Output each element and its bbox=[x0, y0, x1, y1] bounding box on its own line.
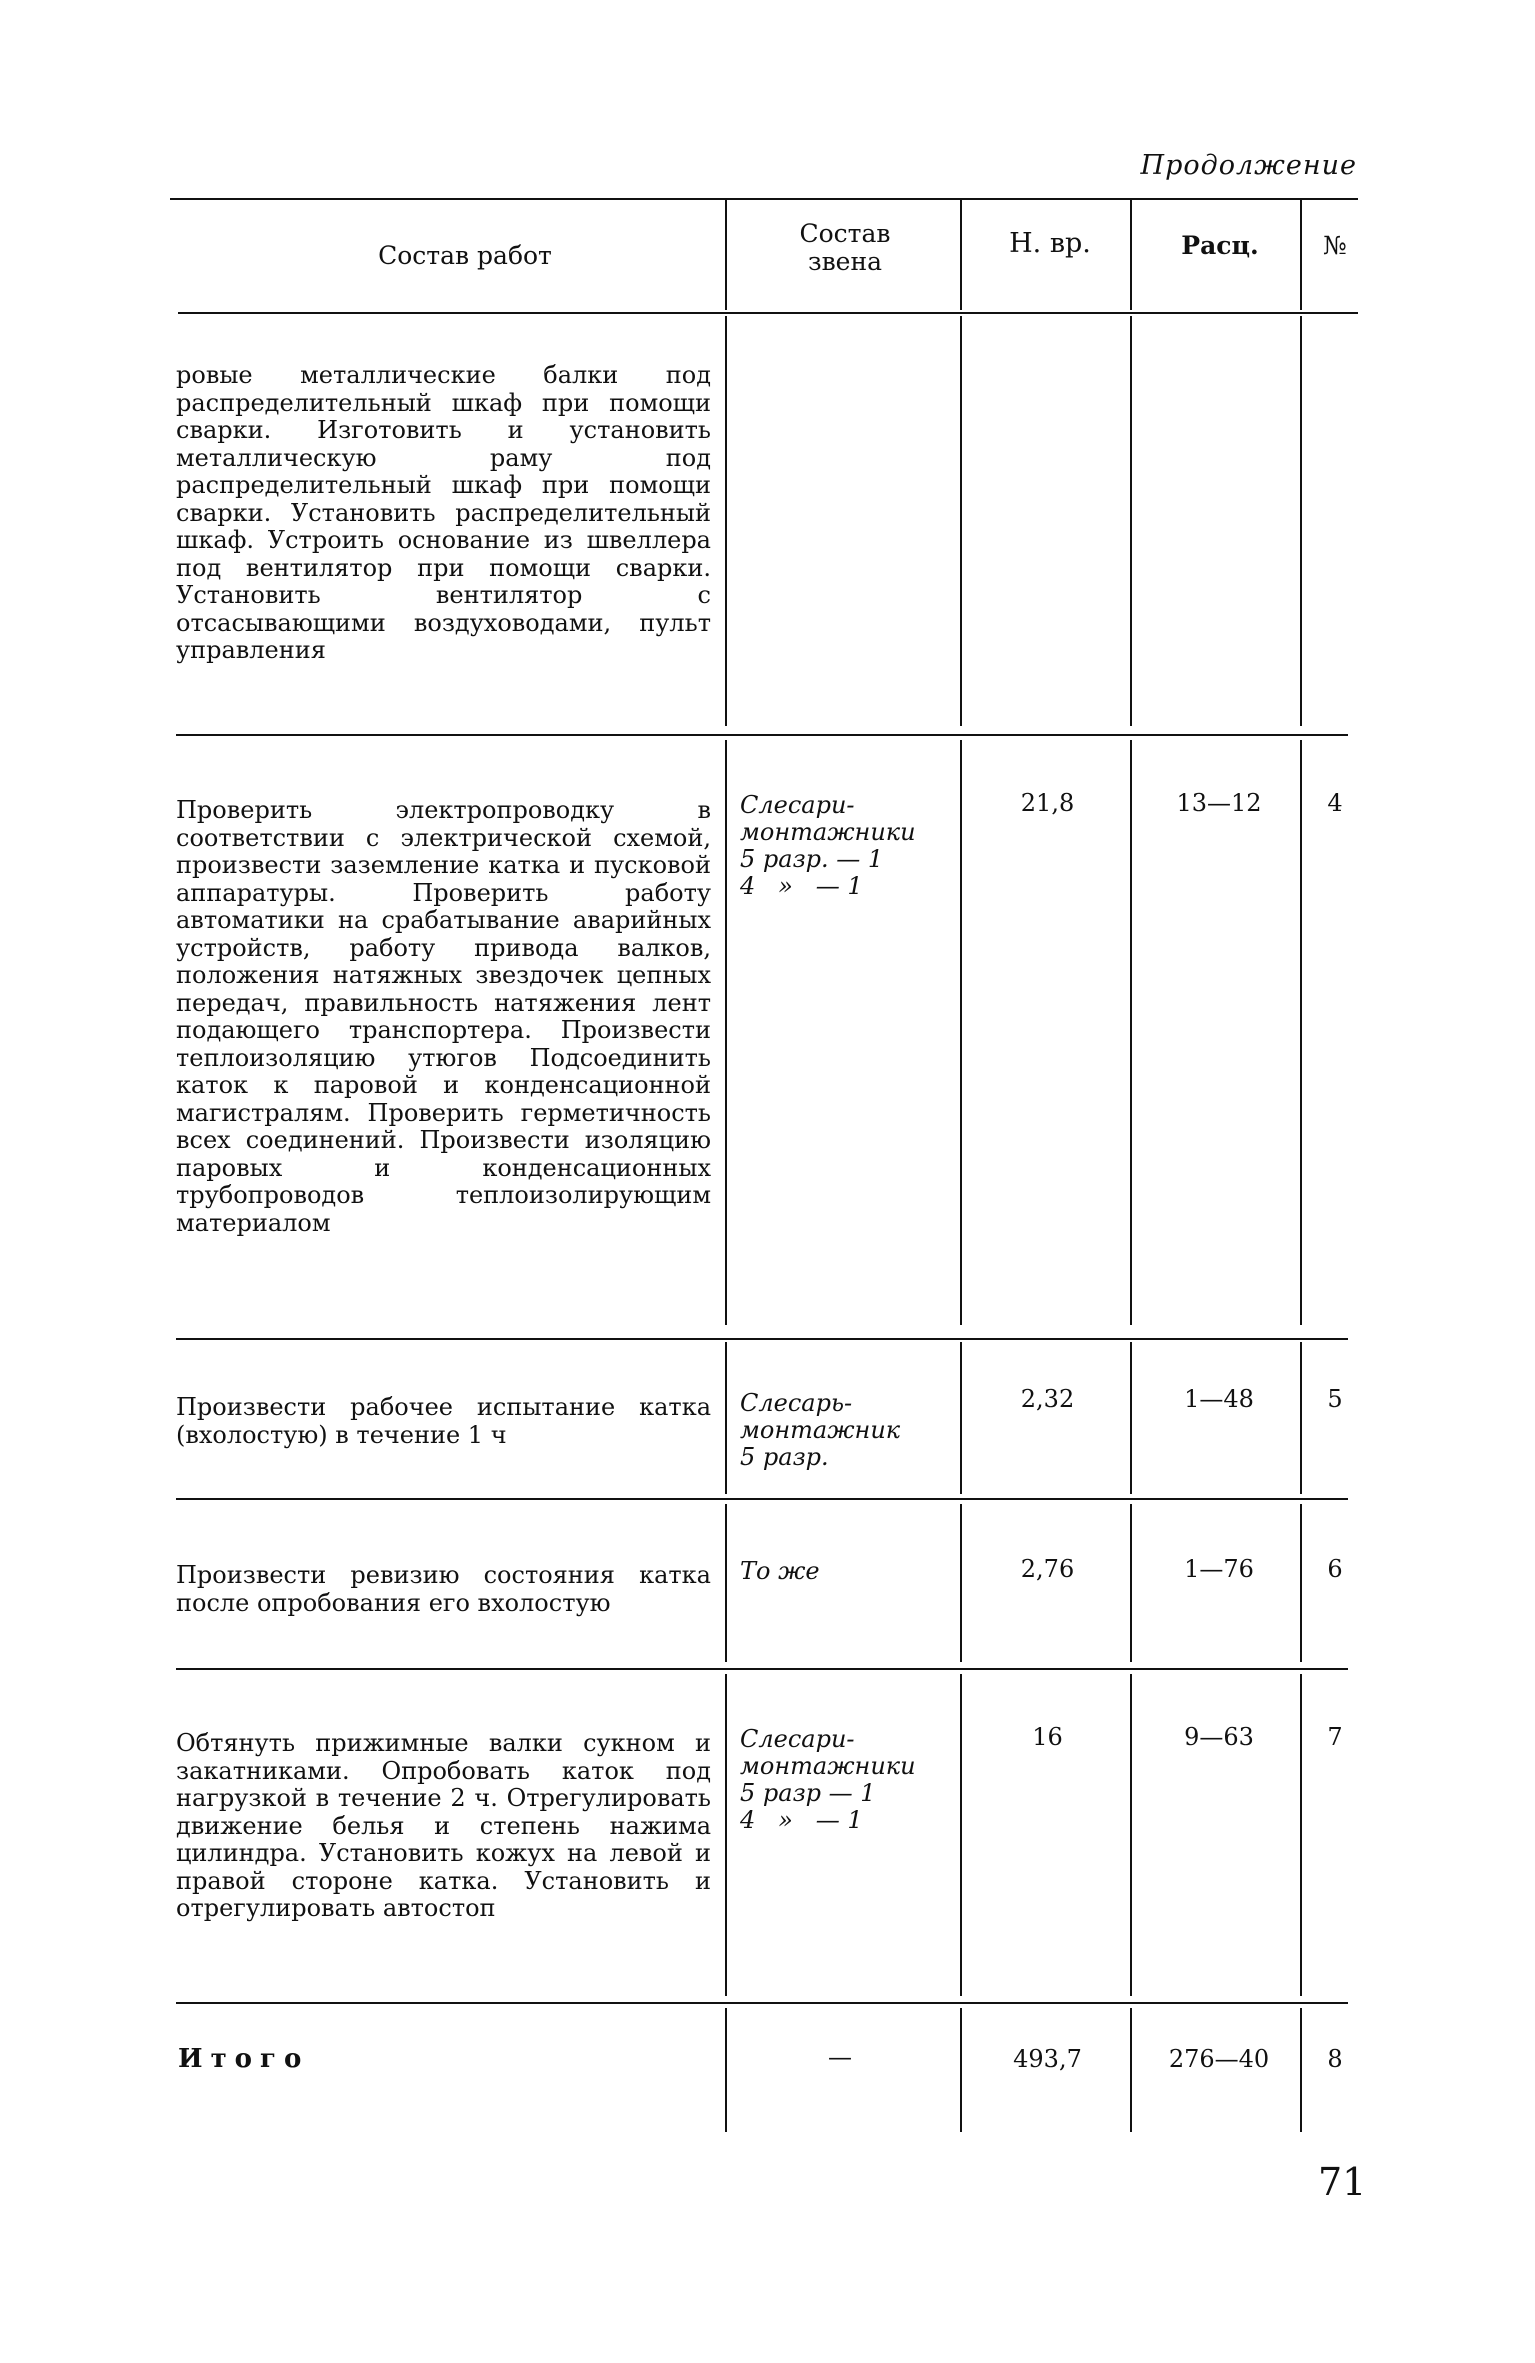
total-divider-1 bbox=[725, 2008, 727, 2132]
row4-divider-3 bbox=[1130, 1504, 1132, 1662]
row2-divider-2 bbox=[960, 740, 962, 1325]
row3-num: 5 bbox=[1327, 1385, 1343, 1413]
row2-crew-line4: 4 » — 1 bbox=[740, 872, 863, 900]
total-divider-2 bbox=[960, 2008, 962, 2132]
row2-crew-line2: монтажники bbox=[740, 818, 916, 846]
row4-divider-1 bbox=[725, 1504, 727, 1662]
header-rate: Расц. bbox=[1181, 231, 1259, 260]
row3-work: Произвести рабочее испытание катка (вхолостую) в течение 1 ч bbox=[176, 1393, 711, 1449]
total-rate: 276—40 bbox=[1168, 2045, 1270, 2073]
row5-work: Обтянуть прижимные валки сукном и закатниками. Опробовать каток под нагрузкой в течение 2 ч. Отрегулировать движение белья и степень нажима цилиндра. Установить кожух на левой и правой стороне катка. Установить и отрегулировать автостоп bbox=[176, 1729, 711, 1922]
row5-crew-line1: Слесари- bbox=[740, 1725, 855, 1753]
row5-divider-4 bbox=[1300, 1674, 1302, 1996]
header-norm: Н. вр. bbox=[1009, 228, 1091, 259]
row5-divider-2 bbox=[960, 1674, 962, 1996]
total-divider-3 bbox=[1130, 2008, 1132, 2132]
total-crew: — bbox=[828, 2043, 852, 2071]
row4-rate: 1—76 bbox=[1184, 1555, 1254, 1583]
row3-divider-3 bbox=[1130, 1342, 1132, 1494]
row2-bottom-rule bbox=[176, 1338, 1348, 1340]
row1-divider-3 bbox=[1130, 316, 1132, 726]
row4-norm: 2,76 bbox=[1020, 1555, 1075, 1583]
row5-rate: 9—63 bbox=[1184, 1723, 1254, 1751]
row2-rate: 13—12 bbox=[1176, 789, 1262, 817]
header-divider-4 bbox=[1300, 200, 1302, 310]
row2-divider-3 bbox=[1130, 740, 1132, 1325]
header-bottom-rule bbox=[178, 312, 1358, 314]
row4-crew bbox=[740, 1558, 925, 1585]
row3-divider-1 bbox=[725, 1342, 727, 1494]
row5-bottom-rule bbox=[176, 2002, 1348, 2004]
header-divider-2 bbox=[960, 200, 962, 310]
header-work: Состав работ bbox=[378, 241, 552, 270]
row1-divider-1 bbox=[725, 316, 727, 726]
row3-bottom-rule bbox=[176, 1498, 1348, 1500]
continuation-caption: Продолжение bbox=[1140, 150, 1357, 181]
row5-crew bbox=[740, 1726, 925, 1834]
row5-divider-3 bbox=[1130, 1674, 1132, 1996]
row2-crew bbox=[740, 792, 925, 900]
row2-work: Проверить электропроводку в соответствии с электрической схемой, произвести заземление катка и пусковой аппаратуры. Проверить работу автоматики на срабатывание аварийных устройств, работу привода валков, положения натяжных звездочек цепных передач, правильность натяжения лент подающего транспортера. Произвести теплоизоляцию утюгов Подсоединить каток к паровой и конденсационной магистралям. Проверить герметичность всех соединений. Произвести изоляцию паровых и конденсационных трубопроводов теплоизолирующим материалом bbox=[176, 796, 711, 1237]
row1-work: ровые металлические балки под распределительный шкаф при помощи сварки. Изготовить и установить металлическую раму под распределительный шкаф при помощи сварки. Установить распределительный шкаф. Устроить основание из швеллера под вентилятор при помощи сварки. Установить вентилятор с отсасывающими воздуховодами, пульт управления bbox=[176, 361, 711, 664]
row2-divider-1 bbox=[725, 740, 727, 1325]
total-norm: 493,7 bbox=[1013, 2045, 1082, 2073]
row5-crew-line3: 5 разр — 1 bbox=[740, 1779, 876, 1807]
row3-crew-line3: 5 разр. bbox=[740, 1443, 829, 1471]
row2-norm: 21,8 bbox=[1020, 789, 1075, 817]
row1-bottom-rule bbox=[176, 734, 1348, 736]
row4-divider-2 bbox=[960, 1504, 962, 1662]
row2-crew-line1: Слесари- bbox=[740, 791, 855, 819]
header-crew: Состав звена bbox=[799, 219, 891, 276]
row5-crew-line4: 4 » — 1 bbox=[740, 1806, 863, 1834]
row5-num: 7 bbox=[1327, 1723, 1343, 1751]
row3-crew-line1: Слесарь- bbox=[740, 1389, 853, 1417]
row3-divider-2 bbox=[960, 1342, 962, 1494]
total-num: 8 bbox=[1327, 2045, 1343, 2073]
row5-divider-1 bbox=[725, 1674, 727, 1996]
row5-norm: 16 bbox=[1032, 1723, 1063, 1751]
row2-crew-line3: 5 разр. — 1 bbox=[740, 845, 884, 873]
header-divider-1 bbox=[725, 200, 727, 310]
row3-norm: 2,32 bbox=[1020, 1385, 1075, 1413]
row3-crew bbox=[740, 1390, 925, 1471]
row1-divider-2 bbox=[960, 316, 962, 726]
row1-divider-4 bbox=[1300, 316, 1302, 726]
row2-divider-4 bbox=[1300, 740, 1302, 1325]
row2-num: 4 bbox=[1327, 789, 1343, 817]
row4-num: 6 bbox=[1327, 1555, 1343, 1583]
row5-crew-line2: монтажники bbox=[740, 1752, 916, 1780]
page-number: 71 bbox=[1318, 2160, 1367, 2204]
row3-crew-line2: монтажник bbox=[740, 1416, 901, 1444]
row3-divider-4 bbox=[1300, 1342, 1302, 1494]
table-top-rule bbox=[170, 198, 1358, 200]
total-label: Итого bbox=[178, 2044, 310, 2074]
row4-work: Произвести ревизию состояния катка после опробования его вхолостую bbox=[176, 1561, 711, 1617]
header-divider-3 bbox=[1130, 200, 1132, 310]
header-num: № bbox=[1323, 231, 1347, 260]
row4-bottom-rule bbox=[176, 1668, 1348, 1670]
row4-crew-line1: То же bbox=[740, 1557, 820, 1585]
row3-rate: 1—48 bbox=[1184, 1385, 1254, 1413]
